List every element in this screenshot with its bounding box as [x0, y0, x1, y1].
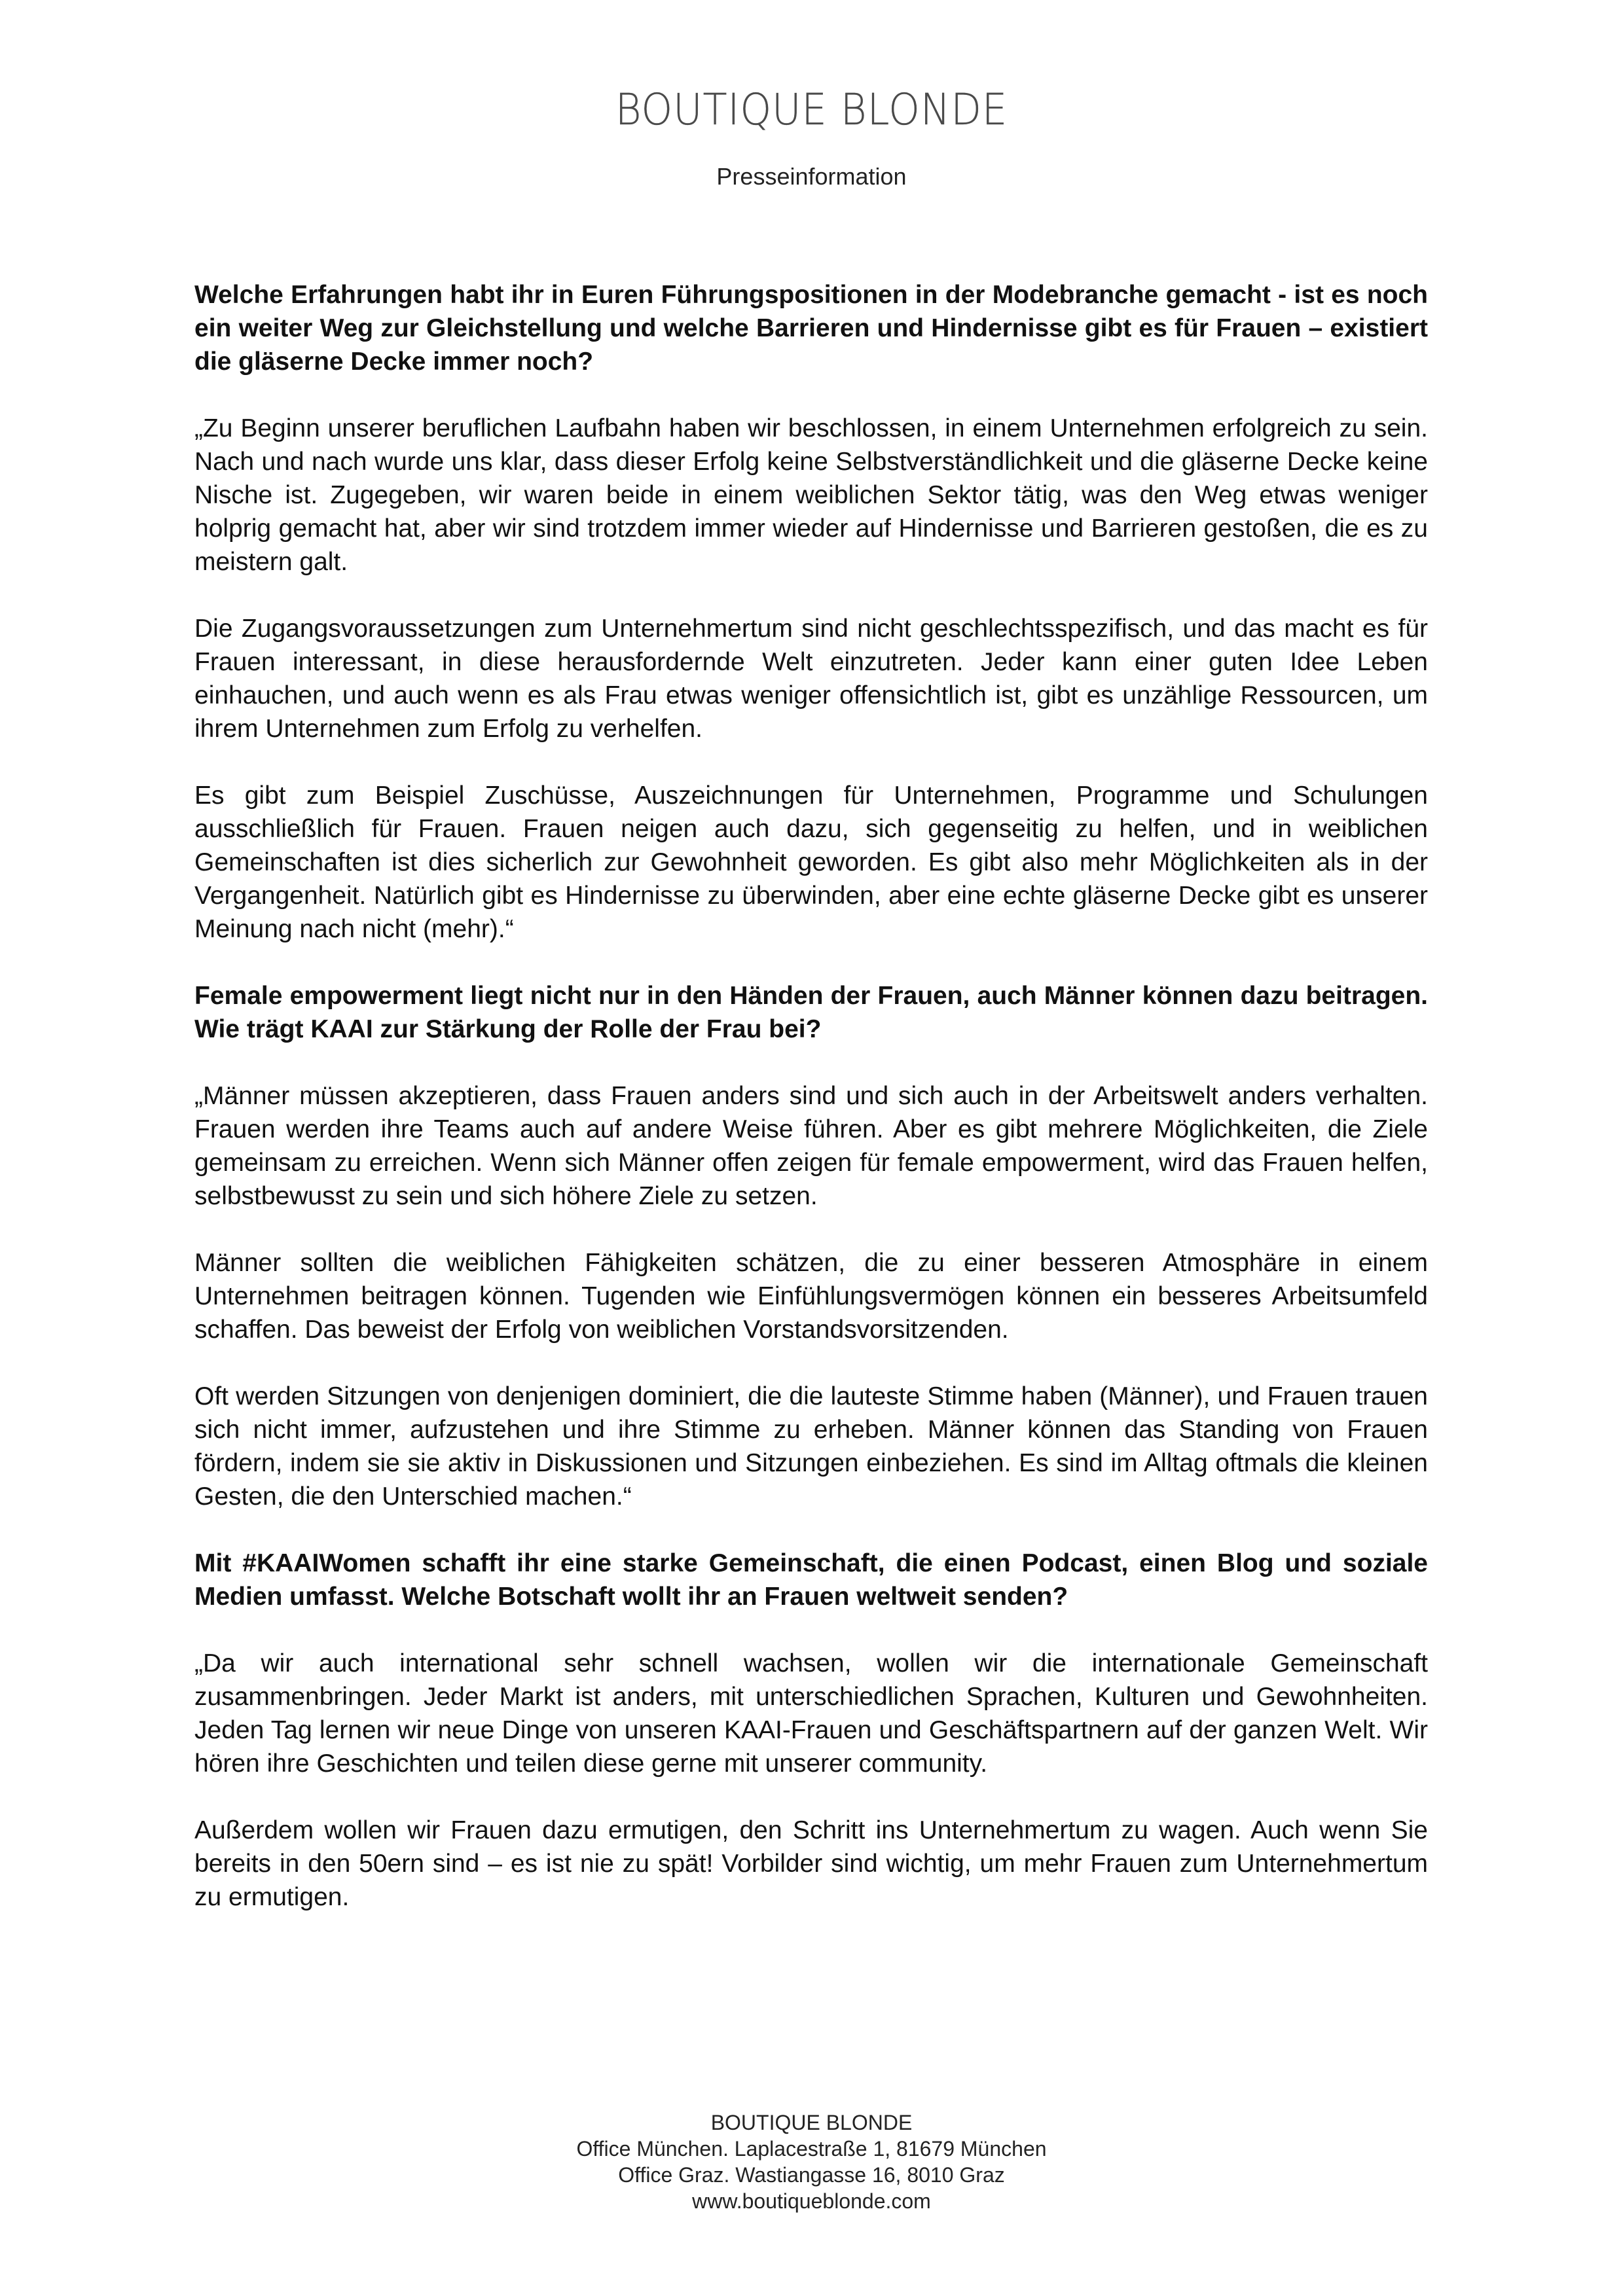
document-type-label: Presseinformation — [716, 163, 907, 190]
answer-2-paragraph-1: „Männer müssen akzeptieren, dass Frauen anders sind und sich auch in der Arbeitswelt anders verhalten. Frauen werden ihre Teams auch auf andere Weise führen. Aber es gibt mehrere Möglichkeiten, die Ziele gemeinsam zu erreichen. Wenn sich Männer offen zeigen für female empowerment, wird das Frauen helfen, selbstbewusst zu sein und sich höhere Ziele zu setzen. — [194, 1082, 1428, 1210]
answer-2-paragraph-3: Oft werden Sitzungen von denjenigen dominiert, die die lauteste Stimme haben (Männer), und Frauen trauen sich nicht immer, aufzustehen und ihre Stimme zu erheben. Männer können das Standing von Frauen fördern, indem sie sie aktiv in Diskussionen und Sitzungen einbeziehen. Es sind im Alltag oftmals die kleinen Gesten, die den Unterschied machen.“ — [194, 1382, 1428, 1511]
footer-office-munich: Office München. Laplacestraße 1, 81679 München — [576, 2137, 1047, 2161]
answer-3-paragraph-1: „Da wir auch international sehr schnell wachsen, wollen wir die internationale Gemeinschaft zusammenbringen. Jeder Markt ist anders, mit unterschiedlichen Sprachen, Kulturen und Gewohnheiten. Jeden Tag lernen wir neue Dinge von unseren KAAI-Frauen und Geschäftspartnern auf der ganzen Welt. Wir hören ihre Geschichten und teilen diese gerne mit unserer community. — [194, 1649, 1428, 1778]
answer-1-paragraph-3: Es gibt zum Beispiel Zuschüsse, Auszeichnungen für Unternehmen, Programme und Schulungen ausschließlich für Frauen. Frauen neigen auch dazu, sich gegenseitig zu helfen, und in weiblichen Gemeinschaften ist dies sicherlich zur Gewohnheit geworden. Es gibt also mehr Möglichkeiten als in der Vergangenheit. Natürlich gibt es Hindernisse zu überwinden, aber eine echte gläserne Decke gibt es unserer Meinung nach nicht (mehr).“ — [194, 781, 1428, 943]
footer-company: BOUTIQUE BLONDE — [710, 2111, 913, 2134]
answer-1-paragraph-2: Die Zugangsvoraussetzungen zum Unternehmertum sind nicht geschlechtsspezifisch, und das macht es für Frauen interessant, in diese herausfordernde Welt einzutreten. Jeder kann einer guten Idee Leben einhauchen, und auch wenn es als Frau etwas weniger offensichtlich ist, gibt es unzählige Ressourcen, um ihrem Unternehmen zum Erfolg zu verhelfen. — [194, 615, 1428, 743]
answer-2-paragraph-2: Männer sollten die weiblichen Fähigkeiten schätzen, die zu einer besseren Atmosphäre in einem Unternehmen beitragen können. Tugenden wie Einfühlungsvermögen können ein besseres Arbeitsumfeld schaffen. Das beweist der Erfolg von weiblichen Vorstandsvorsitzenden. — [194, 1249, 1428, 1344]
question-2: Female empowerment liegt nicht nur in den Händen der Frauen, auch Männer können dazu beitragen. Wie trägt KAAI zur Stärkung der Rolle der Frau bei? — [194, 982, 1428, 1043]
footer-website[interactable]: www.boutiqueblonde.com — [692, 2189, 931, 2213]
page-header — [0, 84, 1623, 190]
question-3: Mit #KAAIWomen schafft ihr eine starke Gemeinschaft, die einen Podcast, einen Blog und soziale Medien umfasst. Welche Botschaft wollt ihr an Frauen weltweit senden? — [194, 1549, 1428, 1611]
footer-office-graz: Office Graz. Wastiangasse 16, 8010 Graz — [618, 2163, 1005, 2187]
brand-logo: BOUTIQUE BLONDE — [615, 84, 1008, 135]
page-footer — [0, 2109, 1623, 2214]
document-body — [194, 278, 1428, 1947]
answer-1-paragraph-1: „Zu Beginn unserer beruflichen Laufbahn haben wir beschlossen, in einem Unternehmen erfolgreich zu sein. Nach und nach wurde uns klar, dass dieser Erfolg keine Selbstverständlichkeit und die gläserne Decke keine Nische ist. Zugegeben, wir waren beide in einem weiblichen Sektor tätig, was den Weg etwas weniger holprig gemacht hat, aber wir sind trotzdem immer wieder auf Hindernisse und Barrieren gestoßen, die es zu meistern galt. — [194, 414, 1428, 576]
answer-3-paragraph-2: Außerdem wollen wir Frauen dazu ermutigen, den Schritt ins Unternehmertum zu wagen. Auch wenn Sie bereits in den 50ern sind – es ist nie zu spät! Vorbilder sind wichtig, um mehr Frauen zum Unternehmertum zu ermutigen. — [194, 1816, 1428, 1911]
question-1: Welche Erfahrungen habt ihr in Euren Führungspositionen in der Modebranche gemacht - ist es noch ein weiter Weg zur Gleichstellung und welche Barrieren und Hindernisse gibt es für Frauen – existiert die gläserne Decke immer noch? — [194, 281, 1428, 376]
